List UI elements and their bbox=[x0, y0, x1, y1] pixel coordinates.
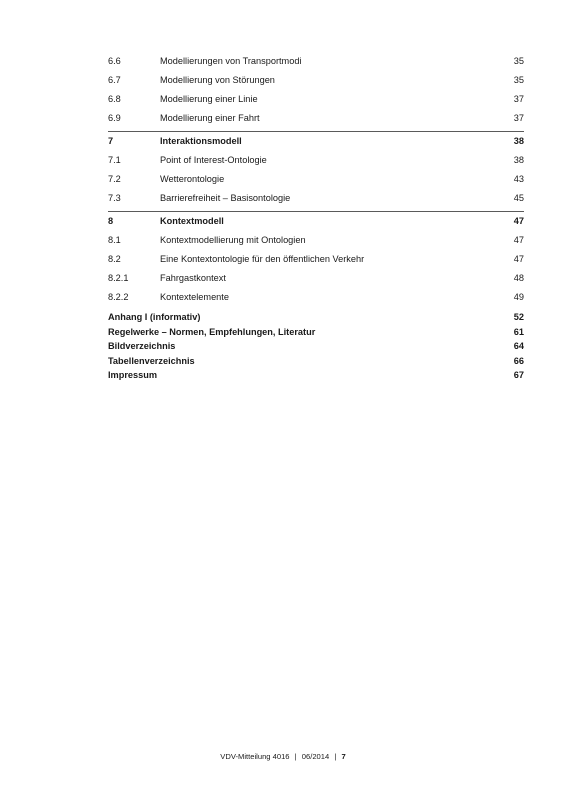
toc-entry-number: 8.2 bbox=[108, 254, 121, 264]
footer-publication: VDV-Mitteilung 4016 bbox=[220, 752, 290, 761]
toc-entry-title: Modellierung von Störungen bbox=[160, 75, 275, 85]
toc-entry-page: 38 bbox=[513, 155, 524, 165]
toc-entry-title: Wetterontologie bbox=[160, 174, 225, 184]
toc-entry-title: Kontextelemente bbox=[160, 292, 229, 302]
toc-appendix-entry[interactable] bbox=[108, 354, 524, 369]
toc-entry-number: 6.7 bbox=[108, 75, 121, 85]
toc-appendix-title: Tabellenverzeichnis bbox=[108, 355, 195, 366]
toc-entry[interactable] bbox=[108, 288, 524, 307]
toc-entry-number: 7.2 bbox=[108, 174, 121, 184]
toc-appendix-entry[interactable] bbox=[108, 339, 524, 354]
toc-entry[interactable] bbox=[108, 269, 524, 288]
toc-entry-number: 7.3 bbox=[108, 193, 121, 203]
toc-entry-title: Barrierefreiheit – Basisontologie bbox=[160, 193, 291, 203]
page-footer bbox=[0, 752, 566, 761]
toc-entry-page: 37 bbox=[513, 94, 524, 104]
footer-date: 06/2014 bbox=[301, 752, 330, 761]
toc-entry-page: 43 bbox=[513, 174, 524, 184]
toc-entry-page: 35 bbox=[513, 56, 524, 66]
toc-entry[interactable] bbox=[108, 231, 524, 250]
table-of-contents bbox=[108, 52, 524, 383]
toc-chapter-number: 7 bbox=[108, 136, 114, 146]
toc-entry-number: 8.1 bbox=[108, 235, 121, 245]
toc-appendix-page: 61 bbox=[513, 326, 524, 337]
toc-appendix-title: Bildverzeichnis bbox=[108, 341, 176, 351]
toc-appendix-title: Anhang I (informativ) bbox=[108, 312, 201, 322]
toc-entry-title: Point of Interest-Ontologie bbox=[160, 155, 267, 165]
toc-entry-page: 37 bbox=[513, 113, 524, 123]
toc-appendix-page: 67 bbox=[513, 370, 524, 380]
toc-appendix-page: 64 bbox=[513, 341, 524, 351]
toc-chapter-number: 8 bbox=[108, 216, 114, 226]
toc-entry[interactable] bbox=[108, 52, 524, 71]
footer-separator: | bbox=[294, 752, 297, 761]
toc-entry-number: 8.2.1 bbox=[108, 273, 129, 283]
toc-entry[interactable] bbox=[108, 90, 524, 109]
toc-entry-number: 6.9 bbox=[108, 113, 121, 123]
toc-appendix-title: Impressum bbox=[108, 370, 158, 380]
toc-appendix-title: Regelwerke – Normen, Empfehlungen, Literatur bbox=[108, 326, 316, 337]
toc-appendix-entry[interactable] bbox=[108, 325, 524, 340]
toc-entry-number: 7.1 bbox=[108, 155, 121, 165]
toc-entry[interactable] bbox=[108, 170, 524, 189]
toc-entry-page: 48 bbox=[513, 273, 524, 283]
toc-chapter-title: Interaktionsmodell bbox=[160, 136, 242, 146]
toc-entry[interactable] bbox=[108, 71, 524, 90]
toc-entry-title: Modellierungen von Transportmodi bbox=[160, 56, 302, 66]
toc-entry[interactable] bbox=[108, 151, 524, 170]
toc-entry-title: Kontextmodellierung mit Ontologien bbox=[160, 235, 306, 245]
toc-entry-page: 35 bbox=[513, 75, 524, 85]
toc-appendix-entry[interactable] bbox=[108, 368, 524, 383]
toc-chapter-8[interactable] bbox=[108, 211, 524, 231]
toc-chapter-7[interactable] bbox=[108, 131, 524, 151]
toc-entry-number: 6.6 bbox=[108, 56, 121, 66]
footer-page-number: 7 bbox=[341, 752, 346, 761]
toc-entry-number: 6.8 bbox=[108, 94, 121, 104]
toc-appendix-page: 52 bbox=[513, 312, 524, 322]
toc-entry[interactable] bbox=[108, 250, 524, 269]
toc-entry-title: Fahrgastkontext bbox=[160, 273, 226, 283]
footer-separator: | bbox=[334, 752, 337, 761]
toc-entry[interactable] bbox=[108, 109, 524, 128]
toc-entry-number: 8.2.2 bbox=[108, 292, 129, 302]
toc-entry-page: 45 bbox=[513, 193, 524, 203]
toc-chapter-page: 47 bbox=[513, 216, 524, 226]
toc-entry-page: 49 bbox=[513, 292, 524, 302]
toc-entry[interactable] bbox=[108, 189, 524, 208]
toc-chapter-title: Kontextmodell bbox=[160, 216, 224, 226]
toc-entry-title: Eine Kontextontologie für den öffentlichen Verkehr bbox=[160, 254, 365, 264]
toc-entry-title: Modellierung einer Fahrt bbox=[160, 113, 260, 123]
toc-chapter-page: 38 bbox=[513, 136, 524, 146]
toc-entry-page: 47 bbox=[513, 235, 524, 245]
toc-appendix-page: 66 bbox=[513, 355, 524, 366]
toc-entry-title: Modellierung einer Linie bbox=[160, 94, 258, 104]
toc-appendix-entry[interactable] bbox=[108, 310, 524, 325]
toc-entry-page: 47 bbox=[513, 254, 524, 264]
